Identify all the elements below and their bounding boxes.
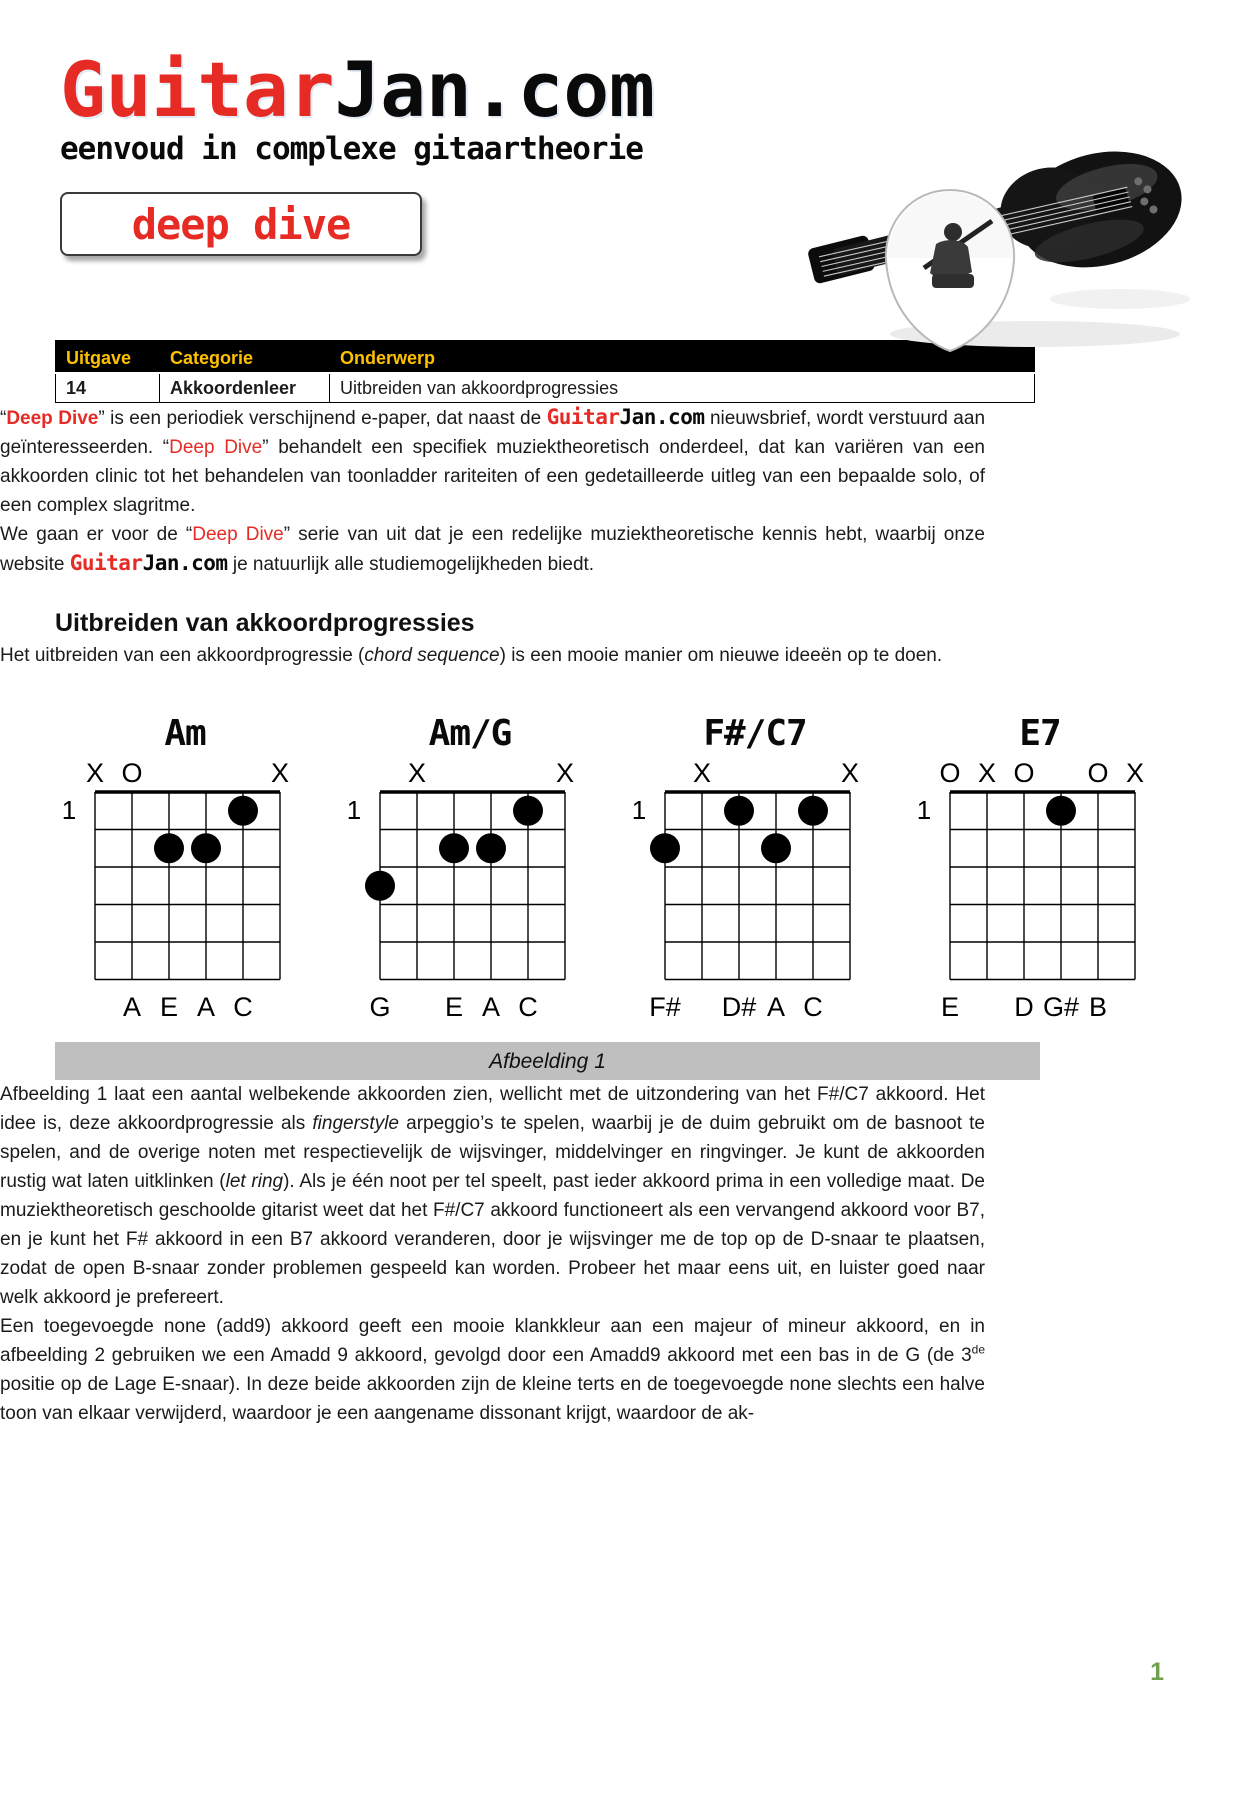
fret-number-label: 1 — [61, 795, 77, 825]
chord-grid-fsharp-c7 — [625, 754, 885, 1026]
finger-dot — [228, 796, 258, 826]
body-text: Afbeelding 1 laat een aantal welbekende akkoorden zien, wellicht met de uitzondering van het F#/C7 akkoord. Het idee is, deze akkoordprogressie als — [0, 1084, 985, 1134]
deep-dive-mention: Deep Dive — [6, 408, 99, 429]
string-marker-muted: X — [692, 758, 712, 788]
fret-number-label: 1 — [346, 795, 362, 825]
finger-dot — [476, 833, 506, 863]
intro-text: je natuurlijk alle studiemogelijkheden biedt. — [227, 554, 595, 575]
body-text: ). Als je één noot per tel speelt, past ieder akkoord prima in een volledige maat. De muziektheoretisch geschoolde gitarist weet dat het F#/C7 akkoord functioneert als een vervangend akkoord voor B7, en je kunt het F# akkoord in een B7 akkoord veranderen, door je wijsvinger me de top op de D-snaar te plaatsen, zodat de open B-snaar zonder problemen gespeeld kan worden. Probeer het maar eens uit, en luister goed naar welk akkoord je prefereert. — [0, 1171, 985, 1308]
header-onderwerp: Onderwerp — [330, 342, 1035, 373]
string-marker-muted: X — [1125, 758, 1145, 788]
note-label: B — [1088, 992, 1108, 1022]
chord-grid-am — [55, 754, 315, 1026]
fingerstyle-term: fingerstyle — [312, 1113, 400, 1134]
cell-categorie: Akkoordenleer — [160, 373, 330, 403]
table-row — [56, 373, 1035, 403]
finger-dot — [1046, 796, 1076, 826]
section-heading: Uitbreiden van akkoordprogressies — [55, 609, 475, 637]
deep-dive-badge — [60, 192, 422, 256]
string-marker-muted: X — [270, 758, 290, 788]
site-tagline: eenvoud in complexe gitaartheorie — [60, 131, 643, 167]
figure-caption: Afbeelding 1 — [55, 1042, 1040, 1080]
deep-dive-badge-label: deep dive — [131, 199, 351, 249]
note-label: D# — [721, 992, 757, 1022]
string-marker-open: O — [1087, 758, 1109, 788]
quote-mark: “ — [0, 408, 7, 429]
guitar-photo-illustration — [800, 92, 1190, 362]
string-marker-open: O — [939, 758, 961, 788]
intro-text: ” behandelt een specifiek muziektheoretisch onderdeel, dat kan variëren van een akkoorden clinic tot het behandelen van toonladder rariteiten of een gedetailleerde uitleg van een bepaalde solo, of een complex slagritme. — [0, 437, 985, 516]
note-label: E — [940, 992, 960, 1022]
deep-dive-mention: Deep Dive — [169, 437, 263, 458]
body-text: positie op de Lage E-snaar). In deze beide akkoorden zijn de kleine terts en de toegevoegde none slechts een halve toon van elkaar verwijderd, waardoor je een aangename dissonant krijgt, waardoor de ak- — [0, 1374, 985, 1424]
header-uitgave: Uitgave — [56, 342, 160, 373]
finger-dot — [365, 871, 395, 901]
logo-part-jancom: Jan.com — [334, 45, 655, 134]
chord-name: Am/G — [428, 713, 512, 754]
section-text: ) is een mooie manier om nieuwe ideeën op te doen. — [499, 645, 943, 666]
deep-dive-mention: Deep Dive — [192, 524, 284, 545]
intro-text: nieuwsbrief, wordt verstuurd aan geïnteresseerden. “ — [0, 408, 986, 458]
note-label: A — [481, 992, 501, 1022]
note-label: A — [122, 992, 142, 1022]
finger-dot — [439, 833, 469, 863]
intro-text: ” is een periodiek verschijnend e-paper, dat naast de — [98, 408, 547, 429]
inline-logo-guitar: Guitar — [69, 551, 143, 575]
guitarjan-inline-logo — [70, 551, 228, 575]
chord-name: F#/C7 — [703, 713, 807, 754]
chord-diagram-row — [55, 714, 1170, 1026]
body-text: Een toegevoegde none (add9) akkoord geeft een mooie klankkleur aan een majeur of mineur akkoord, en in afbeelding 2 gebruiken we een Amadd 9 akkoord, gevolgd door een Amadd9 akkoord met een bas in de G (de 3 — [0, 1316, 985, 1366]
section-text: Het uitbreiden van een akkoordprogressie ( — [0, 645, 365, 666]
string-marker-muted: X — [85, 758, 105, 788]
finger-dot — [154, 833, 184, 863]
note-label: C — [803, 992, 823, 1022]
chord-name: E7 — [1019, 713, 1061, 754]
string-marker-muted: X — [407, 758, 427, 788]
body-paragraph-2 — [0, 1312, 985, 1428]
chord-grid-am-g — [340, 754, 600, 1026]
chord-sequence-term: chord sequence — [364, 645, 500, 666]
intro-text: We gaan er voor de “ — [0, 524, 193, 545]
finger-dot — [724, 796, 754, 826]
intro-text: ” serie van uit dat je een redelijke muziektheoretische kennis hebt, waarbij onze website — [0, 524, 985, 575]
page-number: 1 — [1150, 1658, 1164, 1686]
let-ring-term: let ring — [225, 1171, 284, 1192]
note-label: C — [518, 992, 538, 1022]
fret-number-label: 1 — [631, 795, 647, 825]
body-paragraph-1 — [0, 1080, 985, 1312]
string-marker-muted: X — [555, 758, 575, 788]
finger-dot — [761, 833, 791, 863]
note-label: A — [196, 992, 216, 1022]
finger-dot — [798, 796, 828, 826]
chord-diagram-fsharp-c7 — [625, 714, 885, 1026]
chord-grid-e7 — [910, 754, 1170, 1026]
note-label: E — [444, 992, 464, 1022]
note-label: F# — [649, 992, 681, 1022]
header-categorie: Categorie — [160, 342, 330, 373]
section-paragraph — [0, 641, 985, 670]
note-label: A — [766, 992, 786, 1022]
cell-uitgave: 14 — [56, 373, 160, 403]
fret-number-label: 1 — [916, 795, 932, 825]
inline-logo-jancom: Jan.com — [619, 405, 705, 429]
ordinal-superscript: de — [971, 1342, 985, 1357]
string-marker-open: O — [121, 758, 143, 788]
note-label: C — [233, 992, 253, 1022]
intro-paragraph-1 — [0, 403, 985, 520]
finger-dot — [191, 833, 221, 863]
document-page — [0, 45, 1240, 1803]
chord-diagram-am — [55, 714, 315, 1026]
note-label: E — [159, 992, 179, 1022]
inline-logo-guitar: Guitar — [546, 405, 620, 429]
note-label: G# — [1042, 992, 1080, 1022]
finger-dot — [650, 833, 680, 863]
inline-logo-jancom: Jan.com — [142, 551, 228, 575]
chord-name: Am — [164, 713, 206, 754]
masthead — [60, 45, 820, 256]
site-logo — [60, 45, 820, 134]
guitarjan-inline-logo — [547, 405, 705, 429]
cell-onderwerp: Uitbreiden van akkoordprogressies — [330, 373, 1035, 403]
chord-diagram-am-g — [340, 714, 600, 1026]
note-label: D — [1014, 992, 1034, 1022]
note-label: G — [369, 992, 391, 1022]
string-marker-muted: X — [840, 758, 860, 788]
chord-diagram-e7 — [910, 714, 1170, 1026]
logo-part-guitar: Guitar — [60, 45, 335, 134]
string-marker-muted: X — [977, 758, 997, 788]
finger-dot — [513, 796, 543, 826]
string-marker-open: O — [1013, 758, 1035, 788]
intro-paragraph-2 — [0, 520, 985, 579]
shadow-ellipse — [1050, 289, 1190, 309]
body-text: arpeggio’s te spelen, waarbij je de duim gebruikt om de basnoot te spelen, and de overige noten met respectievelijk de wijsvinger, middelvinger en ringvinger. Je kunt de akkoorden rustig wat laten uitklinken ( — [0, 1113, 985, 1192]
